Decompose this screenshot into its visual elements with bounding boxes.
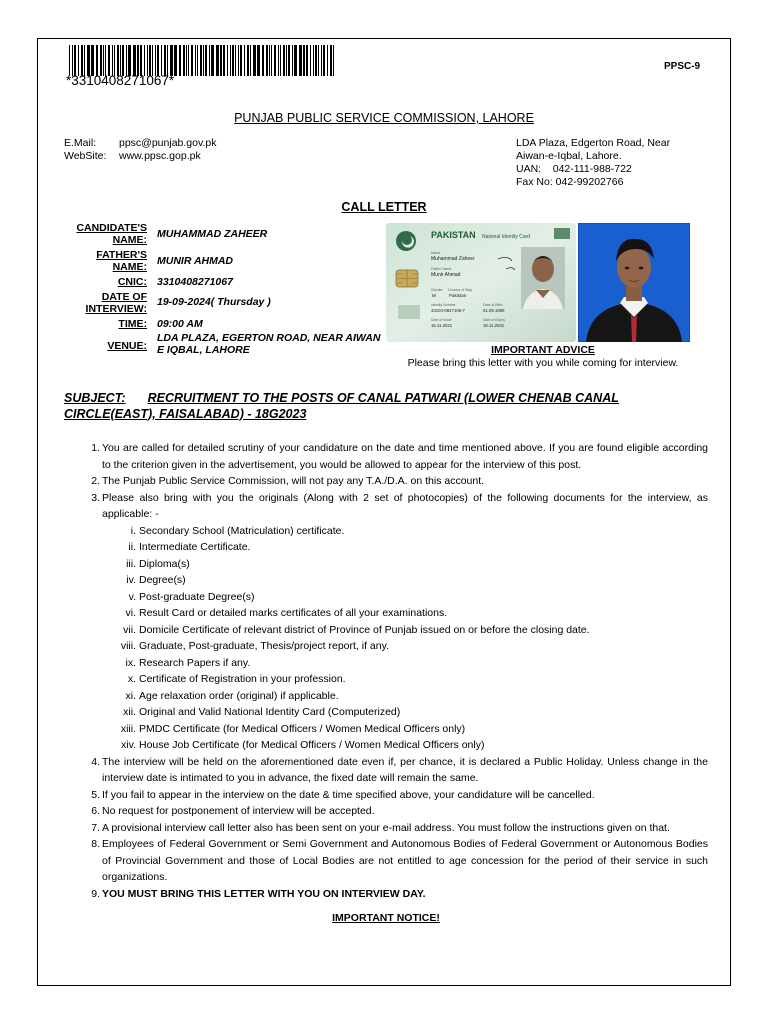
instructions-list [64, 440, 708, 927]
list-item: vi. Result Card or detailed marks certificates of all your examinations. [125, 607, 448, 619]
interview-time-label: TIME: [118, 318, 147, 330]
cnic-label: CNIC: [117, 276, 147, 288]
list-item: 3. Please also bring with you the originals (Along with 2 set of photocopies) of the following documents for the interview, as applicable: - i. Secondary School (Matriculation) certificate. ii. Intermediate Certificate. iii. Diploma(s) iv. Degree(s) v. Post-graduate Degree(s) vi. Result Card or detailed marks certificates of all your examinations. vii. Domicile Certificate of relevant district of Province of Punjab issued on or before the closing date. viii. Graduate, Post-graduate, Thesis/project report, if any. ix. Research Papers if any. x. Certificate of Registration in your profession. xi. Age relaxation order (original) if applicable. xii. Original and Valid National Identity Card (Computerized) xiii. PMDC Certificate (for Medical Officers / Women Medical Officers only) xiv. House Job Certificate (for Medical Officers / Women Medical Officers only) [64, 490, 708, 754]
svg-text:Date of Issue: Date of Issue [431, 318, 452, 322]
cnic-value: 3310408271067 [157, 276, 233, 288]
list-item: iv. Degree(s) [126, 574, 186, 586]
email-label: E.Mail: [64, 137, 97, 149]
card-father: Munir Ahmad [431, 272, 461, 278]
svg-text:16.11.2021: 16.11.2021 [431, 323, 453, 328]
address-line: Aiwan-e-Iqbal, Lahore. [516, 150, 622, 162]
svg-text:Date of Birth: Date of Birth [483, 303, 503, 307]
contact-info-right [516, 137, 670, 189]
contact-info-left [64, 137, 216, 163]
svg-text:16.11.2031: 16.11.2031 [483, 323, 505, 328]
svg-text:Gender: Gender [431, 288, 443, 292]
svg-text:Father Name: Father Name [431, 267, 452, 271]
important-advice-title: IMPORTANT ADVICE [491, 344, 595, 356]
venue-label: VENUE: [107, 340, 147, 352]
card-id-number: 33104-0827106-7 [431, 308, 465, 313]
list-item: viii. Graduate, Post-graduate, Thesis/project report, if any. [120, 640, 389, 652]
card-title: National Identity Card [482, 234, 531, 240]
subject-line [64, 391, 708, 422]
documents-list [102, 523, 708, 754]
id-card-image [386, 223, 576, 342]
svg-text:Name: Name [431, 251, 441, 255]
father-name-label: FATHER'S NAME: [96, 249, 147, 273]
list-item: v. Post-graduate Degree(s) [128, 590, 255, 603]
card-name: Muhammad Zaheer [431, 256, 475, 262]
form-number: PPSC-9 [664, 61, 701, 72]
call-letter-title: CALL LETTER [341, 200, 427, 214]
candidate-name-label: CANDIDATE'S NAME: [76, 222, 147, 246]
list-item: xii. Original and Valid National Identity Card (Computerized) [123, 706, 401, 718]
list-item: ii. Intermediate Certificate. [128, 541, 251, 553]
list-item: x. Certificate of Registration in your profession. [127, 673, 346, 685]
important-notice-heading: IMPORTANT NOTICE! [332, 912, 440, 924]
list-item: 9. YOU MUST BRING THIS LETTER WITH YOU ON INTERVIEW DAY. [91, 887, 426, 900]
father-name: MUNIR AHMAD [157, 255, 234, 267]
list-item: 4. The interview will be held on the aforementioned date even if, per chance, it is declared a Public Holiday. Unless change in the interview date is intimated to you in advance, the fixed date will remain the same. [91, 755, 708, 784]
list-item: xiv. House Job Certificate (for Medical Officers / Women Medical Officers only) [121, 739, 485, 751]
candidate-photo [578, 223, 690, 342]
list-item: iii. Diploma(s) [126, 557, 190, 570]
venue-value: LDA PLAZA, EGERTON ROAD, NEAR AIWAN E IQBAL, LAHORE [157, 332, 381, 356]
barcode-number: *3310408271067* [66, 73, 175, 88]
subject-text: RECRUITMENT TO THE POSTS OF CANAL PATWARI (LOWER CHENAB CANAL CIRCLE(EAST), FAISALABAD) - 18G2023 [64, 391, 619, 421]
website-label: WebSite: [64, 150, 107, 162]
list-item: vii. Domicile Certificate of relevant district of Province of Punjab issued on or before the closing date. [123, 623, 590, 636]
svg-text:Country of Stay: Country of Stay [448, 288, 473, 292]
list-item: 5. If you fail to appear in the interview on the date & time specified above, your candidature will be cancelled. [91, 788, 595, 801]
list-item: 2. The Punjab Public Service Commission, will not pay any T.A./D.A. on this account. [91, 475, 485, 487]
important-advice-text: Please bring this letter with you while coming for interview. [407, 357, 679, 369]
svg-text:01.09.1999: 01.09.1999 [483, 308, 505, 313]
email-link[interactable]: ppsc@punjab.gov.pk [119, 137, 217, 149]
svg-text:Pakistan: Pakistan [449, 293, 467, 298]
interview-time: 09:00 AM [157, 318, 203, 330]
interview-date-label: DATE OF INTERVIEW: [85, 291, 147, 315]
commission-title: PUNJAB PUBLIC SERVICE COMMISSION, LAHORE [234, 111, 534, 125]
uan-number: UAN: 042-111-988-722 [516, 163, 632, 175]
card-country: PAKISTAN [431, 230, 476, 240]
svg-text:Date of Expiry: Date of Expiry [483, 318, 505, 322]
list-item: ix. Research Papers if any. [125, 656, 251, 669]
candidate-name: MUHAMMAD ZAHEER [157, 228, 268, 240]
fax-number: Fax No: 042-99202766 [516, 176, 624, 188]
website-link[interactable]: www.ppsc.gop.pk [119, 150, 201, 162]
list-item: xi. Age relaxation order (original) if applicable. [125, 689, 339, 702]
list-item: xiii. PMDC Certificate (for Medical Officers / Women Medical Officers only) [120, 722, 466, 735]
list-item: 1. You are called for detailed scrutiny of your candidature on the date and time mentioned above. If you are found eligible according to the criterion given in the advertisement, you would be allowed to appear for the interview of this post. [91, 442, 708, 471]
list-item: i. Secondary School (Matriculation) certificate. [130, 524, 345, 537]
list-item: 8. Employees of Federal Government or Semi Government and Autonomous Bodies of Federal Government or Autonomous Bodies of Provincial Government and those of Local Bodies are not entitled to age concession for the period of their service in such organizations. [91, 838, 708, 883]
barcode-image [69, 45, 337, 76]
svg-text:Identity Number: Identity Number [431, 303, 456, 307]
list-item: 7. A provisional interview call letter also has been sent on your e-mail address. You must follow the instructions given on that. [91, 821, 670, 834]
interview-date: 19-09-2024( Thursday ) [157, 296, 271, 308]
list-item: 6. No request for postponement of interview will be accepted. [91, 805, 375, 817]
svg-text:M: M [432, 293, 436, 298]
address-line: LDA Plaza, Edgerton Road, Near [516, 137, 671, 149]
subject-label: SUBJECT: [64, 391, 126, 405]
